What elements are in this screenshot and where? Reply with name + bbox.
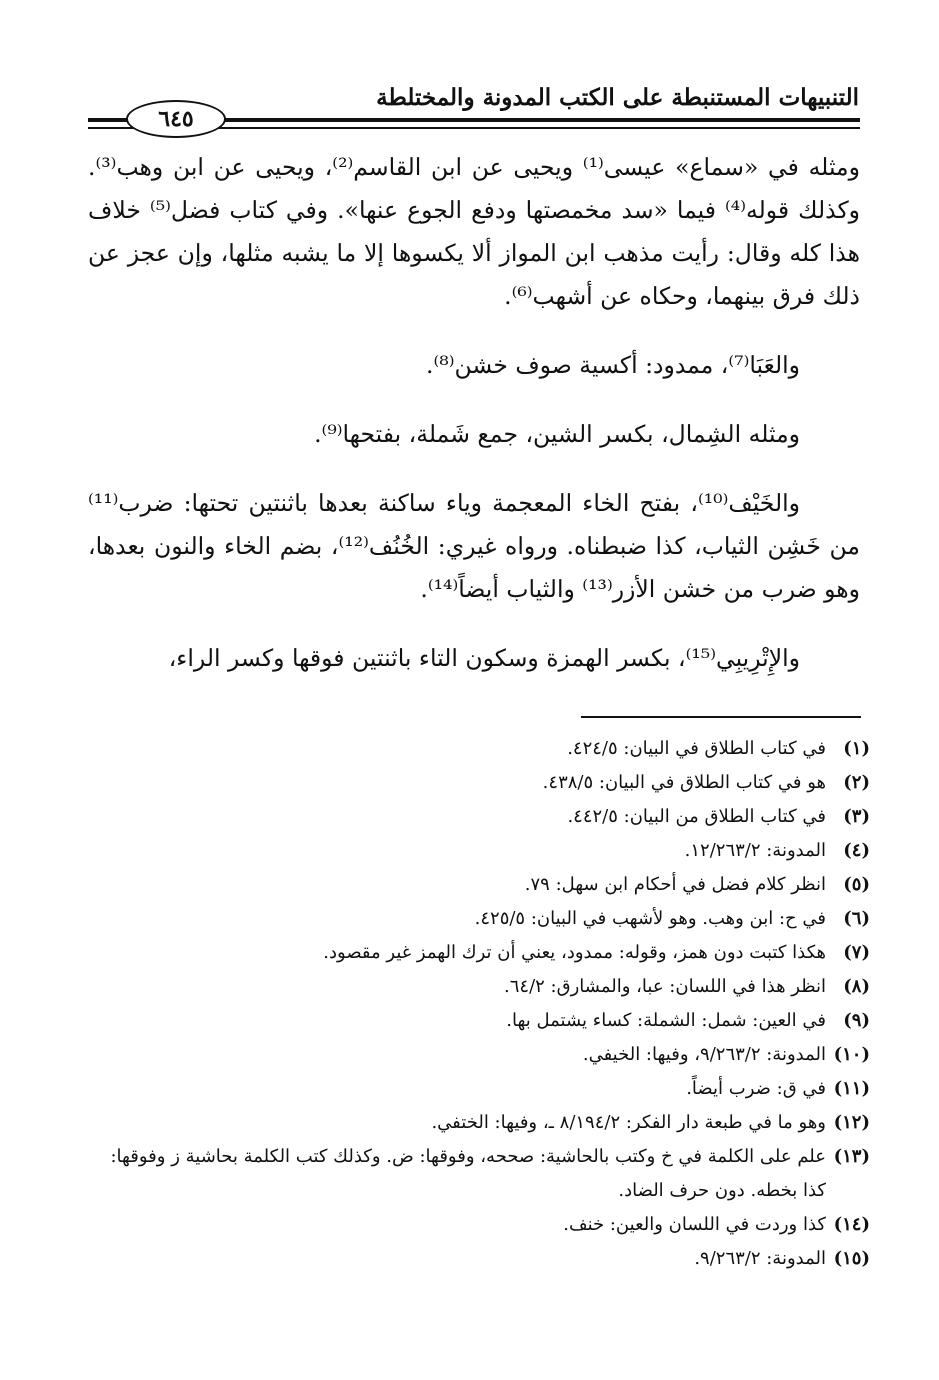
footnote-item bbox=[88, 1038, 870, 1072]
footnote-number: (٥) bbox=[843, 874, 870, 895]
footnote-number: (١٥) bbox=[833, 1248, 870, 1269]
footnote-number: (٤) bbox=[843, 840, 870, 861]
footnote-number: (١) bbox=[843, 738, 870, 759]
footnotes bbox=[88, 732, 870, 1276]
paragraph-5: والإِتْرِيبِي⁽¹⁵⁾، بكسر الهمزة وسكون التاء باثنتين فوقها وكسر الراء، bbox=[168, 644, 800, 672]
footnote-text: في كتاب الطلاق في البيان: ٤٢٤/٥. bbox=[567, 738, 826, 759]
footnote-text: في ح: ابن وهب. وهو لأشهب في البيان: ٤٢٥/٥. bbox=[474, 908, 826, 929]
footnote-item bbox=[88, 868, 870, 902]
footnote-text: في العين: شمل: الشملة: كساء يشتمل بها. bbox=[506, 1010, 826, 1031]
footnote-number: (١٤) bbox=[833, 1214, 870, 1235]
running-title: التنبيهات المستنبطة على الكتب المدونة والمختلطة bbox=[376, 84, 859, 111]
footnote-text: انظر هذا في اللسان: عبا، والمشارق: ٦٤/٢. bbox=[504, 976, 826, 997]
footnote-number: (٧) bbox=[843, 942, 870, 963]
footnote-number: (٣) bbox=[843, 806, 870, 827]
footnote-separator bbox=[581, 716, 861, 718]
footnote-item bbox=[88, 834, 870, 868]
footnote-item bbox=[88, 1242, 870, 1276]
footnote-item bbox=[88, 970, 870, 1004]
paragraph-2: والعَبَا⁽⁷⁾، ممدود: أكسية صوف خشن⁽⁸⁾. bbox=[426, 351, 800, 379]
footnote-text: المدونة: ١٢/٢٦٣/٢. bbox=[684, 840, 826, 861]
page-number: ٦٤٥ bbox=[158, 106, 194, 132]
footnote-number: (١١) bbox=[833, 1078, 870, 1099]
footnote-number: (١٢) bbox=[833, 1112, 870, 1133]
footnote-item bbox=[88, 800, 870, 834]
page-number-badge bbox=[126, 100, 226, 138]
footnote-item bbox=[88, 1106, 870, 1140]
footnote-number: (٨) bbox=[843, 976, 870, 997]
footnote-number: (٢) bbox=[843, 772, 870, 793]
paragraph-3: ومثله الشِمال، بكسر الشين، جمع شَملة، بفتحها⁽⁹⁾. bbox=[314, 420, 800, 448]
footnote-text: وهو ما في طبعة دار الفكر: ٨/١٩٤/٢ ـ، وفيها: الختفي. bbox=[431, 1112, 826, 1133]
footnote-text: المدونة: ٩/٢٦٣/٢. bbox=[694, 1248, 826, 1269]
footnote-number: (٦) bbox=[843, 908, 870, 929]
footnote-number: (١٣) bbox=[833, 1146, 870, 1167]
footnote-item bbox=[88, 936, 870, 970]
paragraph-4: والخَيْف⁽¹⁰⁾، بفتح الخاء المعجمة وياء ساكنة بعدها باثنتين تحتها: ضرب⁽¹¹⁾ من خَشِن الثياب، كذا ضبطناه. ورواه غيري: الخُنُف⁽¹²⁾، بضم الخاء والنون بعدها، وهو ضرب من خشن الأزر⁽¹³⁾ والثياب أيضاً⁽¹⁴⁾. bbox=[88, 489, 860, 603]
footnote-item bbox=[88, 902, 870, 936]
footnote-text: في كتاب الطلاق من البيان: ٤٤٢/٥. bbox=[567, 806, 826, 827]
footnote-text: انظر كلام فضل في أحكام ابن سهل: ٧٩. bbox=[524, 874, 826, 895]
footnote-text: علم على الكلمة في خ وكتب بالحاشية: صححه، وفوقها: ض. وكذلك كتب الكلمة بحاشية ز وفوقها: كذا بخطه. دون حرف الضاد. bbox=[110, 1146, 826, 1201]
main-text bbox=[88, 146, 860, 706]
footnote-item bbox=[88, 1004, 870, 1038]
footnote-text: هو في كتاب الطلاق في البيان: ٤٣٨/٥. bbox=[542, 772, 826, 793]
footnote-text: في ق: ضرب أيضاً. bbox=[686, 1078, 826, 1099]
footnote-text: كذا وردت في اللسان والعين: خنف. bbox=[563, 1214, 826, 1235]
footnote-text: المدونة: ٩/٢٦٣/٢، وفيها: الخيفي. bbox=[582, 1044, 826, 1065]
paragraph-1: ومثله في «سماع» عيسى⁽¹⁾ ويحيى عن ابن القاسم⁽²⁾، ويحيى عن ابن وهب⁽³⁾. وكذلك قوله⁽⁴⁾ فيما «سد مخمصتها ودفع الجوع عنها». وفي كتاب فضل⁽⁵⁾ خلاف هذا كله وقال: رأيت مذهب ابن المواز ألا يكسوها إلا ما يشبه مثلها، وإن عجز عن ذلك فرق بينهما، وحكاه عن أشهب⁽⁶⁾. bbox=[88, 153, 860, 310]
footnote-text: هكذا كتبت دون همز، وقوله: ممدود، يعني أن ترك الهمز غير مقصود. bbox=[323, 942, 826, 963]
footnote-item bbox=[88, 766, 870, 800]
footnote-number: (٩) bbox=[843, 1010, 870, 1031]
footnote-item bbox=[88, 1140, 870, 1208]
footnote-item bbox=[88, 1072, 870, 1106]
footnote-item bbox=[88, 732, 870, 766]
footnote-number: (١٠) bbox=[833, 1044, 870, 1065]
footnote-item bbox=[88, 1208, 870, 1242]
